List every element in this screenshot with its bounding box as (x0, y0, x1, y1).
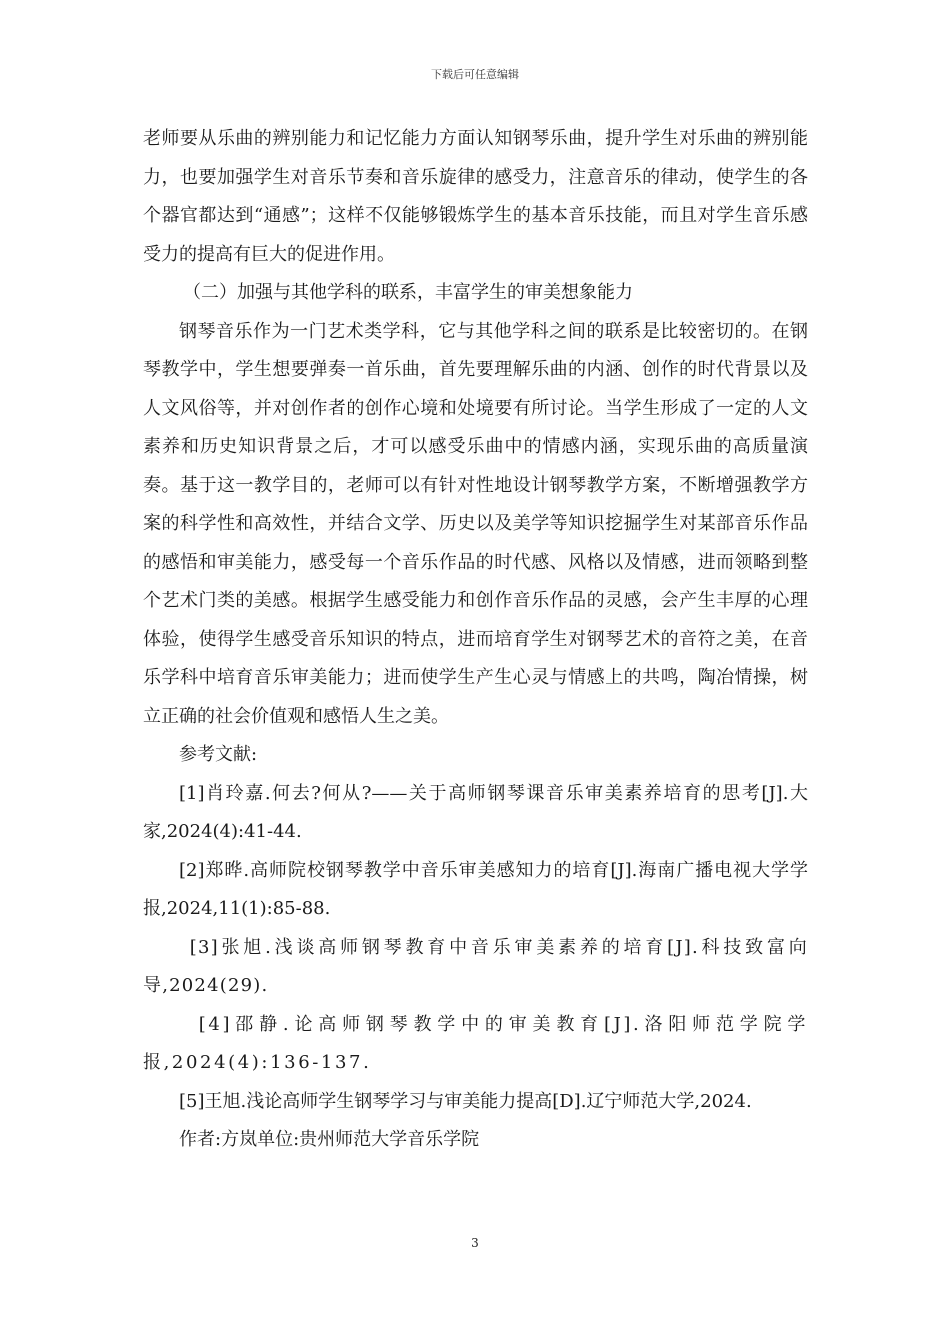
body-paragraph-2: 钢琴音乐作为一门艺术类学科，它与其他学科之间的联系是比较密切的。在钢琴教学中，学生想要弹奏一首乐曲，首先要理解乐曲的内涵、创作的时代背景以及人文风俗等，并对创作者的创作心境和处境要有所讨论。当学生形成了一定的人文素养和历史知识背景之后，才可以感受乐曲中的情感内涵，实现乐曲的高质量演奏。基于这一教学目的，老师可以有针对性地设计钢琴教学方案，不断增强教学方案的科学性和高效性，并结合文学、历史以及美学等知识挖掘学生对某部音乐作品的感悟和审美能力，感受每一个音乐作品的时代感、风格以及情感，进而领略到整个艺术门类的美感。根据学生感受能力和创作音乐作品的灵感，会产生丰厚的心理体验，使得学生感受音乐知识的特点，进而培育学生对钢琴艺术的音符之美，在音乐学科中培育音乐审美能力；进而使学生产生心灵与情感上的共鸣，陶冶情操，树立正确的社会价值观和感悟人生之美。 (143, 320, 808, 727)
references-heading: 参考文献: (179, 744, 258, 765)
reference-item-5: [5]王旭.浅论高师学生钢琴学习与审美能力提高[D].辽宁师范大学,2024. (179, 1090, 752, 1112)
body-paragraph-1: 老师要从乐曲的辨别能力和记忆能力方面认知钢琴乐曲，提升学生对乐曲的辨别能力，也要加强学生对音乐节奏和音乐旋律的感受力，注意音乐的律动，使学生的各个器官都达到“通感”；这样不仅能够锻炼学生的基本音乐技能，而且对学生音乐感受力的提高有巨大的促进作用。 (143, 128, 808, 265)
page-number: 3 (471, 1236, 479, 1250)
reference-item-4: [4]邵静.论高师钢琴教学中的审美教育[J].洛阳师范学院学报,2024(4):136-137. (143, 1013, 808, 1073)
reference-item-3: [3]张旭.浅谈高师钢琴教育中音乐审美素养的培育[J].科技致富向导,2024(29). (143, 936, 808, 996)
reference-item-2: [2]郑晔.高师院校钢琴教学中音乐审美感知力的培育[J].海南广播电视大学学报,2024,11(1):85-88. (143, 859, 808, 919)
section-heading: （二）加强与其他学科的联系，丰富学生的审美想象能力 (183, 282, 633, 303)
document-body (143, 120, 808, 1160)
page-header: 下载后可任意编辑 (431, 68, 519, 81)
author-line: 作者:方岚单位:贵州师范大学音乐学院 (179, 1129, 480, 1150)
reference-item-1: [1]肖玲嘉.何去?何从?——关于高师钢琴课音乐审美素养培育的思考[J].大家,2024(4):41-44. (143, 782, 808, 842)
